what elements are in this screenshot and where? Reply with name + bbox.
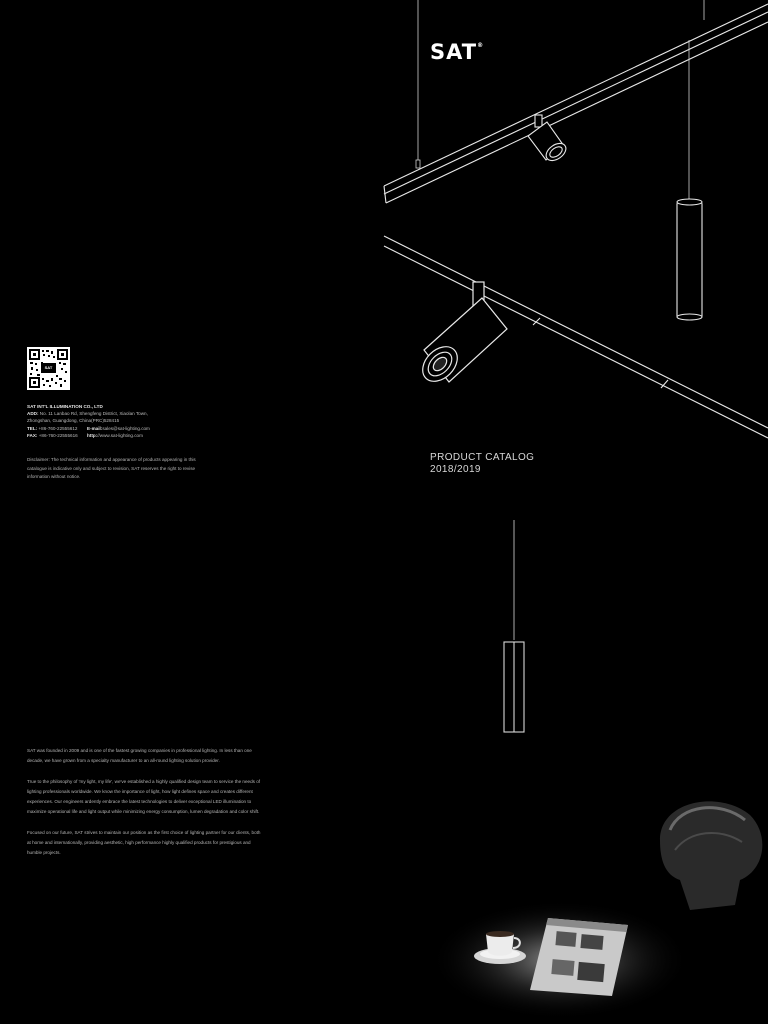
web-label: http: bbox=[87, 432, 98, 438]
about-paragraph-1: SAT was founded in 2009 and is one of the fastest growing companies in professional lighting. In less than one decade, we have grown from a specialty manufacturer to an all-round lighting solution provider. bbox=[27, 748, 252, 763]
brand-logo-text: SAT bbox=[430, 40, 478, 64]
fax-web-row bbox=[27, 432, 257, 439]
fax-label: FAX: bbox=[27, 432, 38, 438]
contact-block bbox=[27, 403, 257, 439]
tel-email-row bbox=[27, 425, 257, 432]
pendant-center bbox=[504, 520, 524, 732]
about-section bbox=[27, 746, 262, 869]
disclaimer: Disclaimer: The technical information and appearance of products appearing in this catalogue is indicative only and subject to revision, SAT reserves the right to revise information without notice. bbox=[27, 457, 196, 480]
about-paragraph-3: Focused on our future, SAT strives to maintain our position as the first choice of lighting partner for our clients, both at home and internationally, providing aesthetic, high performance highly qualified products for prestigious and humble projects. bbox=[27, 830, 261, 855]
reading-photo bbox=[430, 801, 762, 1020]
fax-value: +86-760-22555616 bbox=[38, 432, 78, 438]
address-line2: Zhongshan, Guangdong, China(PRC)528415 bbox=[27, 418, 120, 424]
address-line1 bbox=[27, 410, 257, 417]
upper-track-rail bbox=[384, 4, 768, 203]
email-link[interactable]: sales@sat-lighting.com bbox=[102, 425, 150, 431]
large-spotlight bbox=[416, 282, 507, 388]
catalog-title-line1: PRODUCT CATALOG bbox=[430, 452, 535, 463]
registered-mark: ® bbox=[477, 42, 485, 49]
web-link[interactable]: //www.sat-lighting.com bbox=[97, 432, 143, 438]
qr-center-logo: SAT bbox=[41, 363, 56, 373]
company-name: SAT INT'L ILLUMINATION CO., LTD bbox=[27, 404, 103, 409]
pendant-right bbox=[677, 199, 702, 320]
catalog-title bbox=[430, 452, 534, 476]
address-label: ADD: bbox=[27, 411, 39, 417]
qr-code[interactable] bbox=[27, 347, 70, 390]
brand-logo bbox=[430, 40, 484, 64]
suspension-wires bbox=[416, 0, 704, 201]
catalog-year: 2018/2019 bbox=[430, 464, 481, 475]
tel-value: +86-760-22555612 bbox=[38, 425, 78, 431]
address-value: No. 11 Lanbao Rd, Shengfeng District, Xiaolan Town, bbox=[39, 411, 148, 417]
about-paragraph-2: True to the philosophy of 'my light, my life', we've established a highly qualified design team to service the needs of lighting professionals worldwide. We know the importance of light, how light defines space and creates different experiences. Our engineers ardently embrace the latest technologies to deliver exceptional LED illumination to maximize operational life and light output while minimizing energy consumption, lumen degradation and color shift. bbox=[27, 779, 261, 814]
tel-label: TEL: bbox=[27, 425, 38, 431]
email-label: E-mail: bbox=[87, 425, 103, 431]
